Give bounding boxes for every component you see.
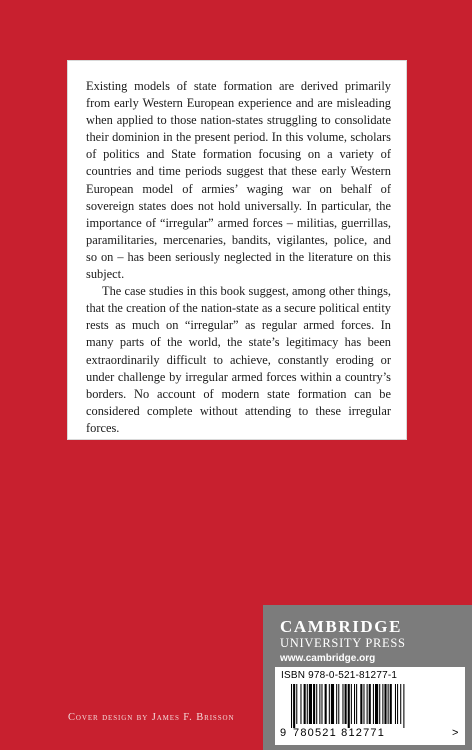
barcode-bar [360, 684, 362, 724]
barcode-bar [321, 684, 322, 724]
barcode-bar [388, 684, 389, 724]
barcode-bar [390, 684, 392, 724]
barcode-bar [384, 684, 386, 724]
barcode-bar [291, 684, 292, 728]
barcode-bar [375, 684, 378, 724]
barcode-bars [291, 684, 451, 728]
barcode-bar [293, 684, 295, 728]
barcode-bar [296, 684, 297, 724]
barcode-bar [395, 684, 396, 724]
barcode-bar [367, 684, 368, 724]
barcode-bar [379, 684, 380, 724]
blurb-paragraph-1: Existing models of state formation are derived primarily from early Western European experience and are misleading when applied to those nation-states struggling to consolidate their dominion in the present period. In this volume, scholars of politics and State formation focusing on a variety of countries and time periods suggest that these early Western European model of armies’ waging war on behalf of sovereign states does not hold universally. In particular, the importance of “irregular” armed forces – militias, guerrillas, paramilitaries, mercenaries, bandits, vigilantes, police, and so on – has been seriously neglected in the literature on this subject. [86, 79, 391, 282]
barcode-bar [304, 684, 306, 724]
barcode-bar [331, 684, 334, 724]
barcode-bar [397, 684, 398, 724]
barcode-bar [325, 684, 327, 724]
blurb-box [67, 60, 407, 440]
barcode-bar [403, 684, 404, 728]
publisher-url: www.cambridge.org [280, 653, 376, 664]
barcode-bar [363, 684, 364, 724]
barcode-bar [316, 684, 317, 724]
publisher-press: UNIVERSITY PRESS [280, 636, 406, 650]
barcode-marker: > [452, 727, 459, 739]
publisher-panel [263, 605, 472, 750]
barcode-bar [348, 684, 350, 728]
barcode-bar [309, 684, 312, 724]
barcode-bar [313, 684, 315, 724]
publisher-name: CAMBRIDGE [280, 617, 403, 636]
cover-design-credit: Cover design by James F. Brisson [68, 712, 235, 723]
barcode-bar [300, 684, 301, 724]
barcode-bar [382, 684, 383, 724]
barcode-bar [338, 684, 339, 724]
barcode-bar [307, 684, 308, 724]
barcode-bar [342, 684, 343, 724]
barcode-bar [336, 684, 337, 724]
blurb-paragraph-2: The case studies in this book suggest, among other things, that the creation of the nation-state as a secure political entity rests as much on “irregular” as regular armed forces. In many parts of the world, the state’s legitimacy has been extraordinarily difficult to achieve, constantly eroding or under challenge by irregular armed forces within a country’s borders. No account of modern state formation can be considered complete without attending to these irregular forces. [86, 284, 391, 435]
barcode-bar [329, 684, 330, 724]
barcode-bar [373, 684, 374, 724]
barcode-lead-digit: 9 [280, 727, 287, 739]
barcode-bar [351, 684, 352, 724]
barcode-box [275, 667, 465, 745]
barcode-bar [400, 684, 401, 724]
barcode-bar [319, 684, 320, 724]
barcode-bar [369, 684, 371, 724]
isbn-label: ISBN 978-0-521-81277-1 [281, 670, 398, 681]
barcode-digits: 780521 812771 [293, 727, 386, 739]
barcode-bar [356, 684, 357, 724]
barcode-bar [345, 684, 347, 724]
barcode-bar [354, 684, 355, 724]
